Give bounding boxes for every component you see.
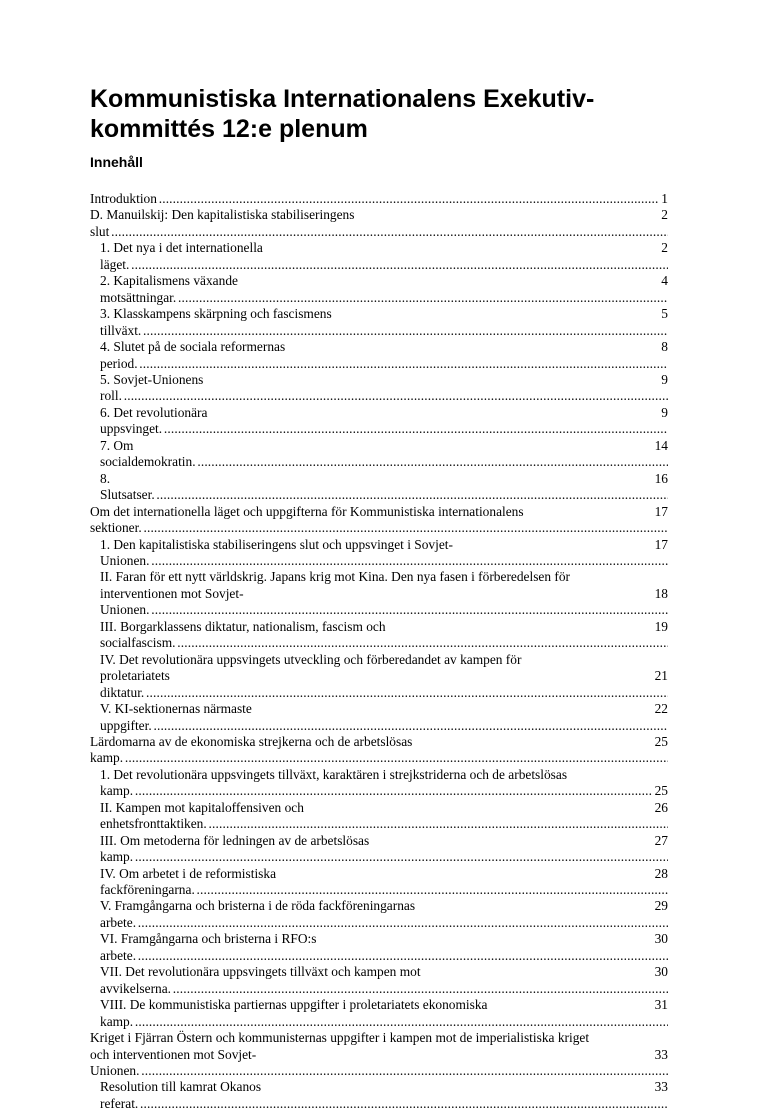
toc-entry[interactable] — [90, 833, 668, 866]
toc-entry[interactable] — [90, 504, 668, 537]
toc-entry-title: IV. Om arbetet i de reformistiska fackföreningarna. . . . — [100, 866, 668, 897]
toc-page-number: 8 — [658, 339, 668, 355]
toc-entry[interactable] — [90, 273, 668, 306]
toc-page-number: 29 — [652, 898, 668, 914]
toc-entry-title: interventionen mot Sovjet-Unionen. . . . — [100, 586, 668, 617]
toc-entry-line — [100, 783, 668, 799]
toc-entry-title: 1. Det revolutionära uppsvingets tillväxt, karaktären i strejkstriderna och de arbetslösas — [100, 766, 568, 782]
toc-page-number: 30 — [652, 964, 668, 980]
toc-entry[interactable] — [90, 931, 668, 964]
toc-entry-title: II. Kampen mot kapitaloffensiven och enhetsfronttaktiken. . . . — [100, 800, 668, 831]
toc-page-number: 26 — [652, 800, 668, 816]
toc-entry-title: III. Om metoderna för ledningen av de arbetslösas kamp. . . . — [100, 833, 668, 864]
toc-entry-line — [100, 339, 668, 372]
toc-page-number: 25 — [652, 734, 668, 750]
toc-page-number: 2 — [658, 207, 668, 223]
document-page — [90, 84, 668, 1112]
toc-entry-line — [100, 372, 668, 405]
toc-entry[interactable] — [90, 207, 668, 240]
toc-entry-line — [100, 471, 668, 504]
toc-entry-title: VII. Det revolutionära uppsvingets tillväxt och kampen mot avvikelserna. . . . — [100, 964, 668, 995]
toc-entry-title: V. KI-sektionernas närmaste uppgifter. . . . — [100, 701, 668, 732]
toc-entry-line — [100, 866, 668, 899]
toc-entry[interactable] — [90, 372, 668, 405]
toc-entry-line — [100, 1079, 668, 1112]
toc-entry-title: VIII. De kommunistiska partiernas uppgifter i proletariatets ekonomiska kamp. . . . — [100, 997, 668, 1028]
toc-page-number: 33 — [652, 1079, 668, 1095]
toc-entry-line — [90, 191, 668, 207]
toc-entry-line — [100, 306, 668, 339]
toc-entry-title: Introduktion . . . — [90, 191, 668, 206]
toc-page-number: 17 — [652, 504, 668, 520]
toc-entry-line — [100, 668, 668, 701]
toc-entry-title: 4. Slutet på de sociala reformernas period. . . . — [100, 339, 668, 370]
toc-entry-title: Resolution till kamrat Okanos referat. . . . — [100, 1079, 668, 1110]
toc-entry-title: 1. Det nya i det internationella läget. . . . — [100, 240, 668, 271]
toc-page-number: 16 — [652, 471, 668, 487]
toc-entry[interactable] — [90, 240, 668, 273]
toc-entry[interactable] — [90, 1079, 668, 1112]
toc-entry-line — [100, 964, 668, 997]
toc-entry[interactable] — [90, 619, 668, 652]
toc-entry-line — [100, 931, 668, 964]
toc-page-number: 33 — [652, 1047, 668, 1063]
document-title-line-2: kommittés 12:e plenum — [90, 115, 368, 143]
toc-page-number: 18 — [652, 586, 668, 602]
toc-page-number: 27 — [652, 833, 668, 849]
toc-entry[interactable] — [90, 438, 668, 471]
toc-entry-line — [90, 734, 668, 767]
toc-page-number: 1 — [658, 191, 668, 207]
toc-entry-title: IV. Det revolutionära uppsvingets utveckling och förberedandet av kampen för — [100, 651, 522, 667]
toc-entry-title: 1. Den kapitalistiska stabiliseringens slut och uppsvinget i Sovjet-Unionen. . . . — [100, 537, 668, 568]
toc-page-number: 31 — [652, 997, 668, 1013]
toc-entry-line — [90, 1047, 668, 1080]
toc-entry-title: V. Framgångarna och bristerna i de röda fackföreningarnas arbete. . . . — [100, 898, 668, 929]
toc-entry[interactable] — [90, 339, 668, 372]
toc-page-number: 9 — [658, 372, 668, 388]
toc-page-number: 19 — [652, 619, 668, 635]
toc-page-number: 25 — [652, 783, 668, 799]
toc-entry-title: VI. Framgångarna och bristerna i RFO:s arbete. . . . — [100, 931, 668, 962]
toc-entry-title: 3. Klasskampens skärpning och fascismens tillväxt. . . . — [100, 306, 668, 337]
toc-entry[interactable] — [90, 537, 668, 570]
toc-entry[interactable] — [90, 652, 668, 701]
toc-entry[interactable] — [90, 964, 668, 997]
toc-entry-title: 7. Om socialdemokratin. . . . — [100, 438, 668, 469]
document-title — [90, 84, 668, 144]
toc-page-number: 17 — [652, 537, 668, 553]
toc-entry-line — [100, 537, 668, 570]
toc-entry-title: III. Borgarklassens diktatur, nationalism, fascism och socialfascism. . . . — [100, 619, 668, 650]
toc-entry-line — [100, 619, 668, 652]
toc-entry-title: 2. Kapitalismens växande motsättningar. . . . — [100, 273, 668, 304]
toc-entry-line — [100, 405, 668, 438]
toc-entry[interactable] — [90, 866, 668, 899]
toc-entry-line — [100, 800, 668, 833]
toc-entry[interactable] — [90, 734, 668, 767]
toc-entry-title: 8. Slutsatser. . . . — [100, 471, 668, 502]
document-title-line-1: Kommunistiska Internationalens Exekutiv- — [90, 85, 595, 113]
toc-page-number: 9 — [658, 405, 668, 421]
toc-entry-line — [100, 997, 668, 1030]
toc-page-number: 22 — [652, 701, 668, 717]
toc-page-number: 14 — [652, 438, 668, 454]
toc-entry-title: och interventionen mot Sovjet-Unionen. . . . — [90, 1047, 668, 1078]
toc-entry[interactable] — [90, 405, 668, 438]
toc-page-number: 5 — [658, 306, 668, 322]
toc-page-number: 21 — [652, 668, 668, 684]
toc-entry-title: proletariatets diktatur. . . . — [100, 668, 668, 699]
toc-entry-title: kamp. . . . — [100, 783, 668, 798]
toc-entry[interactable] — [90, 471, 668, 504]
toc-page-number: 2 — [658, 240, 668, 256]
toc-entry-line — [100, 898, 668, 931]
toc-entry[interactable] — [90, 898, 668, 931]
toc-entry-line — [100, 438, 668, 471]
toc-entry-title: Lärdomarna av de ekonomiska strejkerna och de arbetslösas kamp. . . . — [90, 734, 668, 765]
toc-entry-title: D. Manuilskij: Den kapitalistiska stabiliseringens slut . . . — [90, 207, 668, 238]
toc-entry[interactable] — [90, 306, 668, 339]
toc-entry-line — [100, 240, 668, 273]
toc-entry-title: 6. Det revolutionära uppsvinget. . . . — [100, 405, 668, 436]
toc-entry-line — [90, 207, 668, 240]
toc-entry[interactable] — [90, 191, 668, 207]
toc-entry[interactable] — [90, 569, 668, 618]
toc-heading: Innehåll — [90, 154, 143, 170]
toc-entry-line — [100, 273, 668, 306]
toc-entry-line — [100, 833, 668, 866]
toc-entry-line — [90, 504, 668, 537]
table-of-contents — [90, 191, 668, 1112]
toc-entry[interactable] — [90, 997, 668, 1030]
toc-entry[interactable] — [90, 800, 668, 833]
toc-entry[interactable] — [90, 701, 668, 734]
toc-page-number: 28 — [652, 866, 668, 882]
toc-entry-title: Om det internationella läget och uppgifterna för Kommunistiska internationalens sektioner. . . . — [90, 504, 668, 535]
toc-entry-title: II. Faran för ett nytt världskrig. Japans krig mot Kina. Den nya fasen i förberedelsen för — [100, 569, 571, 585]
toc-entry-title: 5. Sovjet-Unionens roll. . . . — [100, 372, 668, 403]
toc-page-number: 4 — [658, 273, 668, 289]
toc-entry-title: Kriget i Fjärran Östern och kommunisternas uppgifter i kampen mot de imperialistiska kriget — [90, 1030, 590, 1046]
toc-entry[interactable] — [90, 1030, 668, 1079]
toc-page-number: 30 — [652, 931, 668, 947]
toc-entry-line — [100, 701, 668, 734]
toc-entry[interactable] — [90, 767, 668, 800]
toc-entry-line — [100, 586, 668, 619]
